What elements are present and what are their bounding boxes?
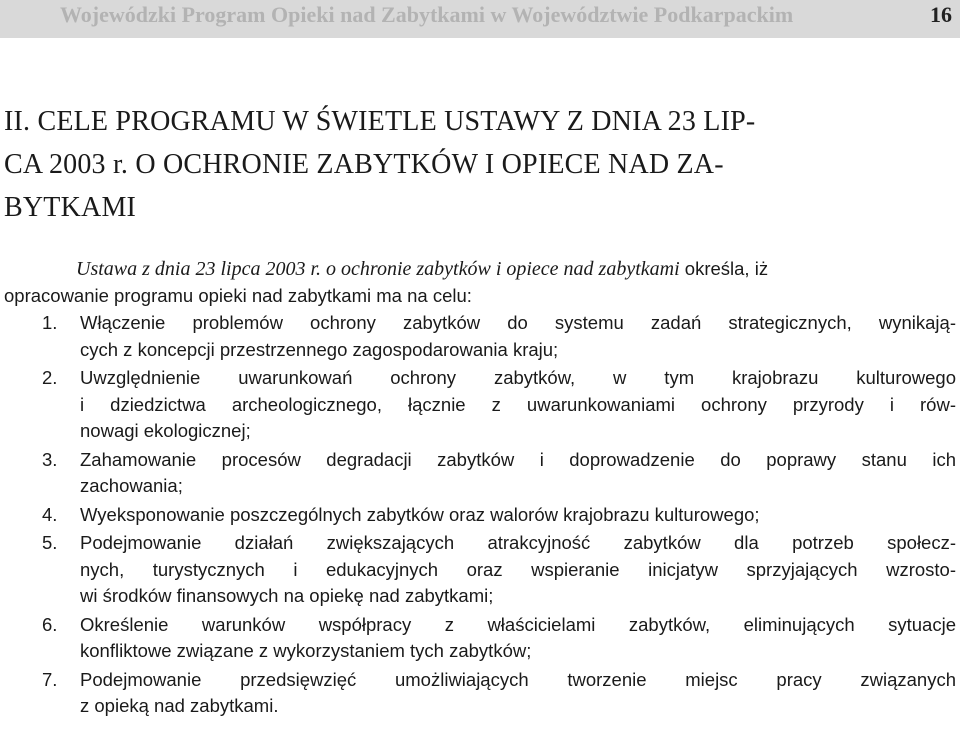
item-number: 3. xyxy=(42,448,58,470)
heading-line: CA 2003 r. O OCHRONIE ZABYTKÓW I OPIECE NAD ZA- xyxy=(4,149,724,180)
act-title: o ochronie zabytków i opiece nad zabytkami xyxy=(326,258,680,280)
item-line: Podejmowanie działań zwiększających atrakcyjność zabytków dla potrzeb społecz- xyxy=(80,532,956,553)
item-line: nowagi ekologicznej; xyxy=(80,420,251,441)
act-prefix: Ustawa z dnia 23 lipca 2003 r. xyxy=(76,258,327,280)
list-item xyxy=(0,365,960,445)
item-line: z opieką nad zabytkami. xyxy=(80,695,279,716)
goals-list xyxy=(0,310,960,720)
header-title: Wojewódzki Program Opieki nad Zabytkami w Województwie Podkarpackim xyxy=(60,2,794,27)
item-line: Zahamowanie procesów degradacji zabytków i doprowadzenie do poprawy stanu ich xyxy=(80,448,956,470)
list-item xyxy=(0,667,960,720)
intro-line xyxy=(4,256,960,283)
item-number: 6. xyxy=(42,613,58,635)
item-line: wi środków finansowych na opiekę nad zabytkami; xyxy=(80,585,494,606)
intro-paragraph xyxy=(4,256,960,309)
intro-rest: określa, iż xyxy=(679,258,769,279)
page-number: 16 xyxy=(930,2,952,27)
list-item xyxy=(0,612,960,665)
item-line: nych, turystycznych i edukacyjnych oraz wspieranie inicjatyw sprzyjających wzrosto- xyxy=(80,558,956,580)
list-item xyxy=(0,502,960,529)
running-header xyxy=(0,0,960,38)
section-heading xyxy=(4,100,956,229)
item-number: 7. xyxy=(42,668,58,690)
heading-line: II. CELE PROGRAMU W ŚWIETLE USTAWY Z DNIA 23 LIP- xyxy=(4,106,756,137)
item-number: 1. xyxy=(42,312,58,333)
item-line: Wyeksponowanie poszczególnych zabytków oraz walorów krajobrazu kulturowego; xyxy=(80,503,760,525)
item-number: 5. xyxy=(42,532,58,553)
item-line: Określenie warunków współpracy z właścicielami zabytków, eliminujących sytuacje xyxy=(80,613,956,635)
item-line: Podejmowanie przedsięwzięć umożliwiających tworzenie miejsc pracy związanych xyxy=(80,668,956,690)
list-item xyxy=(0,447,960,500)
item-line: Włączenie problemów ochrony zabytków do systemu zadań strategicznych, wynikają- xyxy=(80,312,956,333)
list-item xyxy=(0,530,960,610)
item-line: Uwzględnienie uwarunkowań ochrony zabytków, w tym krajobrazu kulturowego xyxy=(80,367,956,388)
item-number: 2. xyxy=(42,367,58,388)
item-line: cych z koncepcji przestrzennego zagospodarowania kraju; xyxy=(80,338,559,360)
item-line: konfliktowe związane z wykorzystaniem tych zabytków; xyxy=(80,640,532,661)
heading-line: BYTKAMI xyxy=(4,192,137,223)
item-line: zachowania; xyxy=(80,475,183,496)
list-item xyxy=(0,310,960,363)
item-line: i dziedzictwa archeologicznego, łącznie z uwarunkowaniami ochrony przyrody i rów- xyxy=(80,393,956,415)
item-number: 4. xyxy=(42,503,58,525)
intro-line: opracowanie programu opieki nad zabytkami ma na celu: xyxy=(4,285,472,306)
